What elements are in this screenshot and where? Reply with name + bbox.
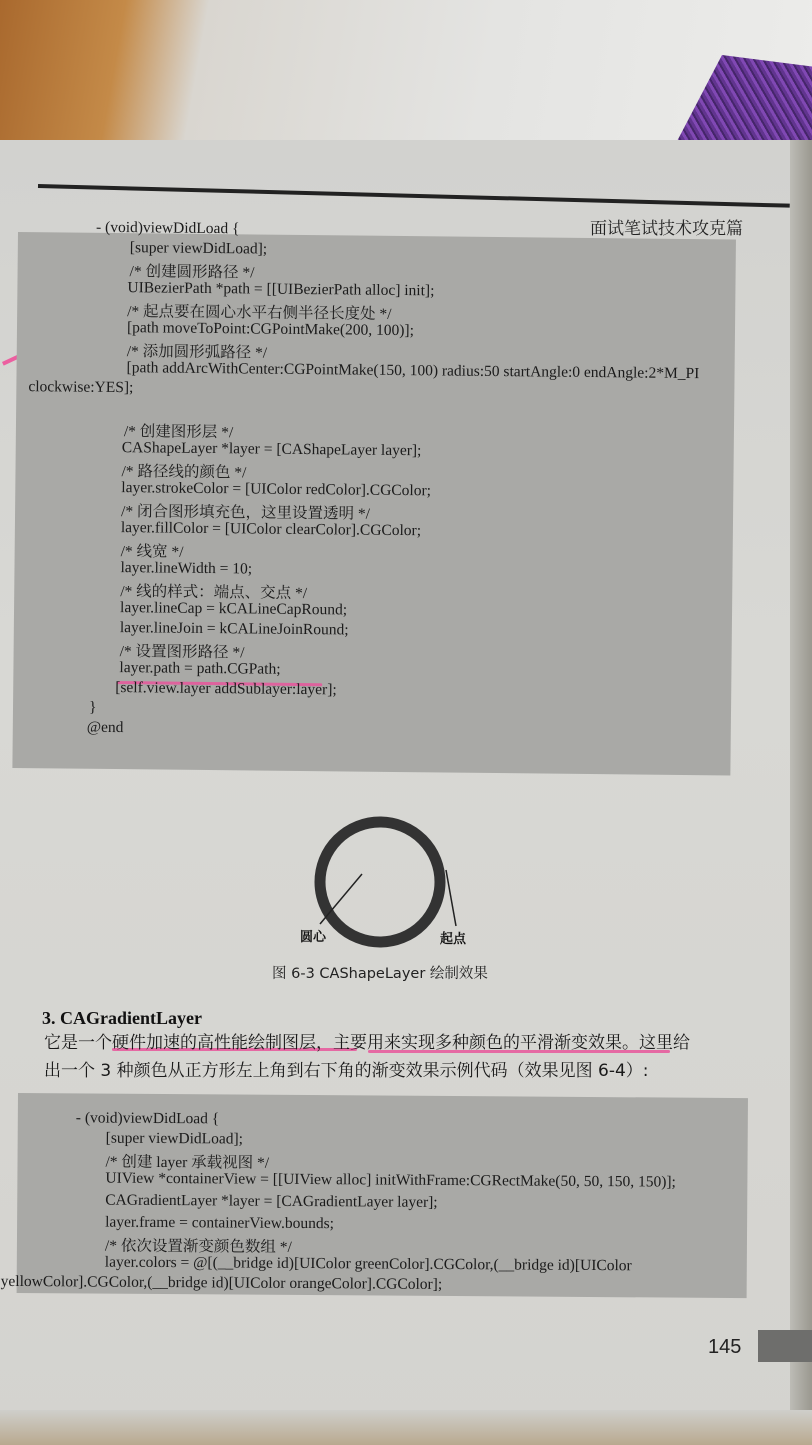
- code-line: yellowColor].CGColor,(__bridge id)[UIColor orangeColor].CGColor];: [0, 1272, 443, 1293]
- code-block-2: [0, 1093, 748, 1298]
- code-line: /* 依次设置渐变颜色数组 */: [104, 1237, 292, 1256]
- code-line: layer.lineWidth = 10;: [120, 559, 253, 578]
- code-line: clockwise:YES];: [28, 378, 134, 397]
- code-line: }: [88, 698, 97, 716]
- code-line: CAGradientLayer *layer = [CAGradientLayer layer];: [105, 1191, 438, 1211]
- circle-ring: [320, 822, 440, 942]
- code-line: layer.frame = containerView.bounds;: [105, 1213, 335, 1233]
- code-line: [super viewDidLoad];: [105, 1129, 244, 1148]
- code-line: - (void)viewDidLoad {: [75, 1109, 220, 1128]
- code-line: /* 起点要在圆心水平右侧半径长度处 */: [127, 303, 392, 323]
- code-line: /* 设置图形路径 */: [119, 643, 245, 662]
- code-line: /* 创建图形层 */: [123, 423, 234, 442]
- figure-caption: 图 6-3 CAShapeLayer 绘制效果: [272, 966, 488, 982]
- paragraph-line: 它是一个硬件加速的高性能绘制图层，主要用来实现多种颜色的平滑渐变效果。这里给: [44, 1033, 690, 1053]
- code-line: CAShapeLayer *layer = [CAShapeLayer layer];: [121, 439, 422, 460]
- code-line: layer.colors = @[(__bridge id)[UIColor greenColor].CGColor,(__bridge id)[UIColor: [104, 1253, 632, 1275]
- page-number-bar: [758, 1330, 812, 1362]
- paragraph-line: 出一个 3 种颜色从正方形左上角到右下角的渐变效果示例代码（效果见图 6-4）:: [44, 1061, 649, 1081]
- code-line: layer.lineJoin = kCALineJoinRound;: [119, 619, 349, 639]
- code-line: /* 路径线的颜色 */: [121, 463, 247, 482]
- code-line: layer.path = path.CGPath;: [119, 659, 281, 678]
- code-line: [self.view.layer addSublayer:layer];: [115, 679, 337, 699]
- code-line: layer.fillColor = [UIColor clearColor].CGColor;: [120, 519, 422, 540]
- header-section-title: 面试笔试技术攻克篇: [590, 219, 743, 239]
- page-bottom-shadow: [0, 1410, 812, 1445]
- code-line: /* 线宽 */: [120, 543, 184, 561]
- code-line: [path addArcWithCenter:CGPointMake(150, 100) radius:50 startAngle:0 endAngle:2*M_PI: [126, 359, 700, 383]
- start-pointer: [446, 870, 456, 926]
- code-line: UIBezierPath *path = [[UIBezierPath alloc] init];: [127, 279, 435, 300]
- section-heading: 3. CAGradientLayer: [42, 1008, 202, 1028]
- code-line: layer.lineCap = kCALineCapRound;: [119, 599, 348, 619]
- page-edge: [790, 140, 812, 1445]
- code-line: layer.strokeColor = [UIColor redColor].CGColor;: [121, 479, 432, 500]
- code-line: - (void)viewDidLoad {: [95, 218, 240, 238]
- code-line: /* 闭合图形填充色，这里设置透明 */: [120, 503, 371, 523]
- page-number: 145: [708, 1336, 742, 1358]
- label-center: 圆心: [300, 930, 327, 945]
- code-line: /* 创建圆形路径 */: [129, 263, 255, 282]
- code-line: /* 创建 layer 承载视图 */: [105, 1153, 270, 1172]
- code-line: /* 添加圆形弧路径 */: [126, 343, 268, 362]
- code-line: UIView *containerView = [[UIView alloc] initWithFrame:CGRectMake(50, 50, 150, 150)];: [105, 1169, 676, 1191]
- code-line: /* 线的样式：端点、交点 */: [120, 583, 308, 603]
- label-start: 起点: [440, 932, 467, 947]
- code-line: @end: [86, 718, 124, 737]
- code-line: [super viewDidLoad];: [129, 239, 268, 258]
- code-line: [path moveToPoint:CGPointMake(200, 100)];: [126, 319, 415, 340]
